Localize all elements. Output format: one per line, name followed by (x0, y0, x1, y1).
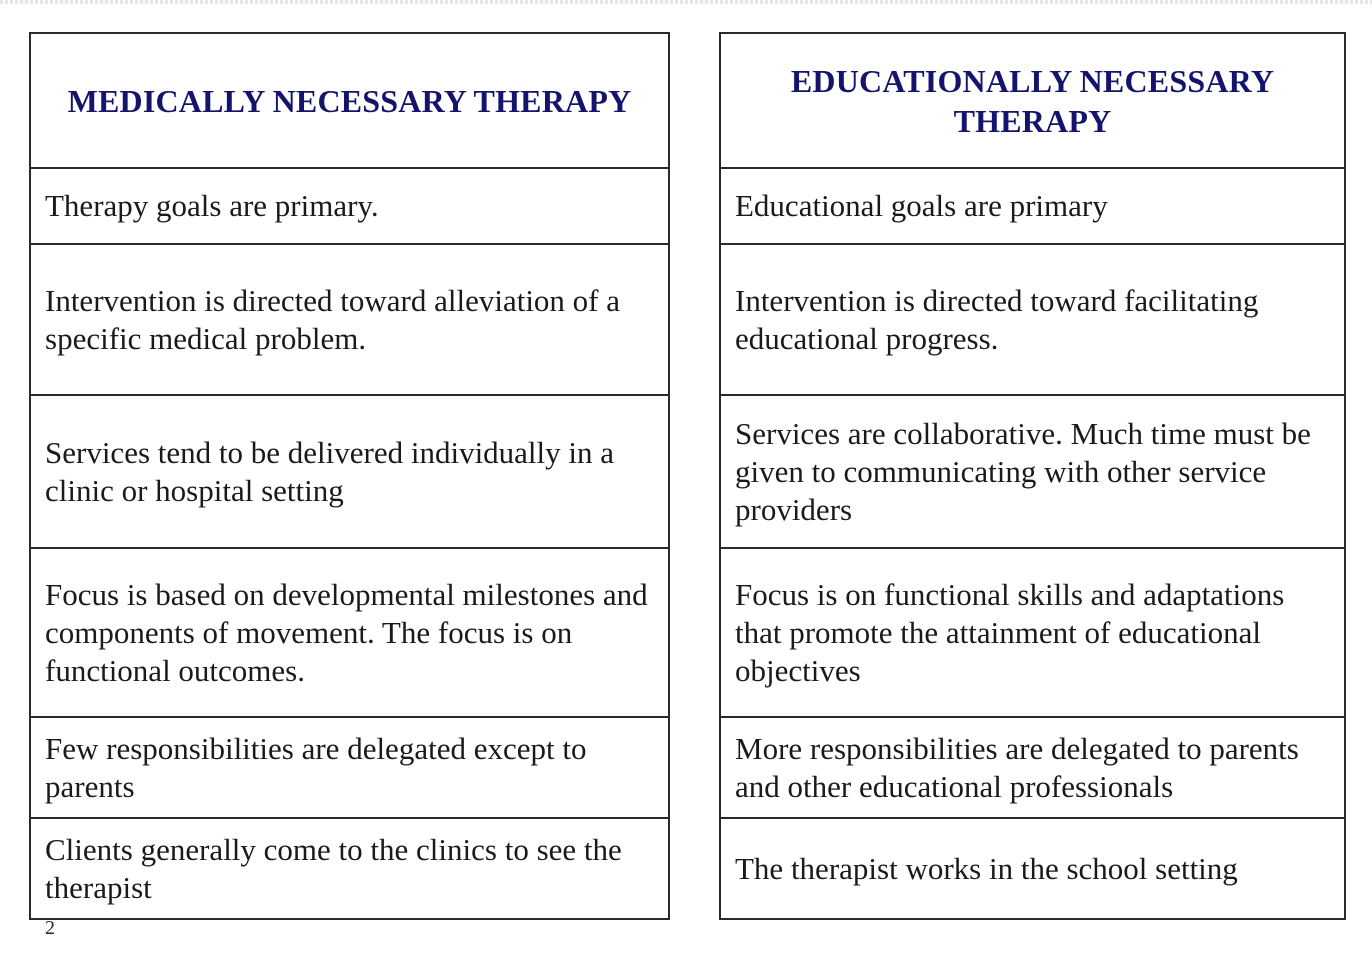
medical-column-header: MEDICALLY NECESSARY THERAPY (67, 82, 632, 119)
educational-column-header: EDUCATIONALLY NECESSARY THERAPY (790, 62, 1275, 139)
medical-row-services: Services tend to be delivered individually in a clinic or hospital setting (31, 394, 668, 547)
medical-row-intervention: Intervention is directed toward alleviation of a specific medical problem. (31, 243, 668, 394)
medical-row-setting: Clients generally come to the clinics to see the therapist (31, 817, 668, 918)
educational-row-focus: Focus is on functional skills and adaptations that promote the attainment of educational objectives (721, 547, 1344, 716)
educational-row-setting: The therapist works in the school setting (721, 817, 1344, 918)
educational-row-intervention: Intervention is directed toward facilitating educational progress. (721, 243, 1344, 394)
educational-row-services: Services are collaborative. Much time must be given to communicating with other service providers (721, 394, 1344, 547)
top-dotted-rule (0, 0, 1372, 4)
page-footnote-number: 2 (45, 917, 55, 939)
educational-row-goals: Educational goals are primary (721, 167, 1344, 243)
medical-row-focus: Focus is based on developmental milestones and components of movement. The focus is on functional outcomes. (31, 547, 668, 716)
educational-therapy-column (719, 32, 1346, 920)
medical-therapy-column (29, 32, 670, 920)
medical-row-goals: Therapy goals are primary. (31, 167, 668, 243)
educational-row-responsibilities: More responsibilities are delegated to parents and other educational professionals (721, 716, 1344, 817)
medical-row-responsibilities: Few responsibilities are delegated except to parents (31, 716, 668, 817)
